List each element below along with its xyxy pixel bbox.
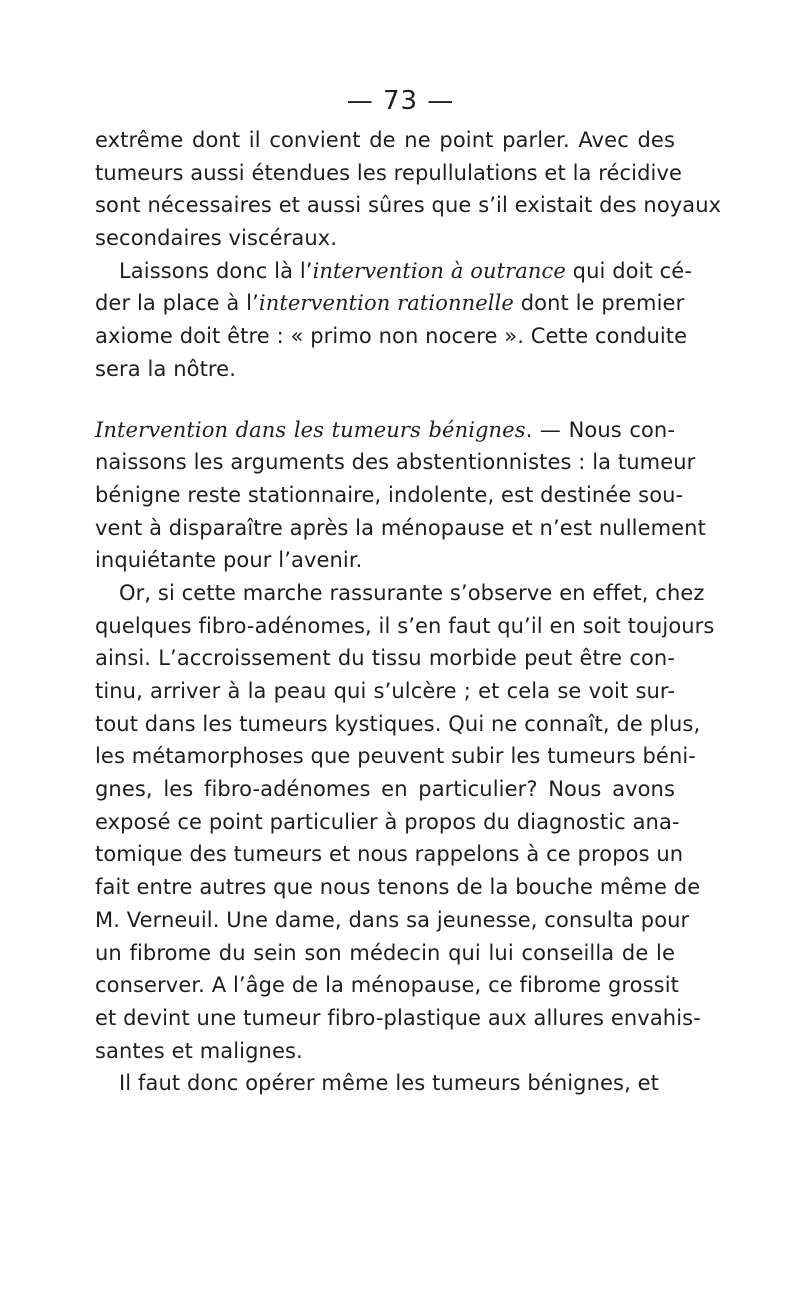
body-text [95, 124, 722, 1100]
text-line: Or, si cette marche rassurante s’observe en effet, chez [119, 580, 705, 605]
section-heading-line: Intervention dans les tumeurs bénignes. — Nous con- [95, 417, 676, 442]
paragraph [95, 577, 715, 1067]
text-line: et devint une tumeur fibro-plastique aux allures envahis- [95, 1005, 701, 1030]
text-line: un fibrome du sein son médecin qui lui conseilla de le [95, 940, 675, 965]
text-line: santes et malignes. [95, 1038, 303, 1063]
text-line: exposé ce point particulier à propos du diagnostic ana- [95, 809, 680, 834]
text-line: bénigne reste stationnaire, indolente, est destinée sou- [95, 482, 684, 507]
text-line: quelques fibro-adénomes, il s’en faut qu’il en soit toujours [95, 613, 715, 638]
text-line: M. Verneuil. Une dame, dans sa jeunesse, consulta pour [95, 907, 690, 932]
text-line: vent à disparaître après la ménopause et n’est nullement [95, 515, 706, 540]
text-line: Il faut donc opérer même les tumeurs bénignes, et [119, 1071, 659, 1096]
text-line: der la place à l’intervention rationnelle dont le premier [95, 291, 685, 316]
paragraph [95, 414, 706, 577]
text-line: ainsi. L’accroissement du tissu morbide peut être con- [95, 646, 675, 671]
text-line: sera la nôtre. [95, 356, 236, 381]
text-line: fait entre autres que nous tenons de la bouche même de [95, 875, 701, 900]
text-line: tinu, arriver à la peau qui s’ulcère ; et cela se voit sur- [95, 679, 675, 703]
text-line: tumeurs aussi étendues les repullulations et la récidive [95, 160, 683, 185]
text-line: conserver. A l’âge de la ménopause, ce fibrome grossit [95, 973, 679, 998]
text-line: tout dans les tumeurs kystiques. Qui ne connaît, de plus, [95, 711, 701, 736]
text-line: extrême dont il convient de ne point parler. Avec des [95, 128, 675, 152]
page-number: — 73 — [346, 86, 455, 116]
paragraph [95, 124, 722, 255]
section-heading: Intervention dans les tumeurs bénignes [95, 417, 526, 442]
text-line: axiome doit être : « primo non nocere ». Cette conduite [95, 324, 688, 349]
paragraph [95, 1067, 675, 1100]
text-line: les métamorphoses que peuvent subir les tumeurs béni- [95, 744, 696, 769]
text-line: naissons les arguments des abstentionnistes : la tumeur [95, 450, 696, 475]
text-line: gnes, les fibro-adénomes en particulier? Nous avons [95, 777, 675, 802]
text-line: secondaires viscéraux. [95, 226, 338, 251]
text-line: tomique des tumeurs et nous rappelons à ce propos un [95, 842, 684, 867]
text-line: Laissons donc là l’intervention à outrance qui doit cé- [119, 258, 692, 283]
text-line: inquiétante pour l’avenir. [95, 548, 363, 573]
paragraph [95, 255, 692, 386]
text-line: sont nécessaires et aussi sûres que s’il existait des noyaux [95, 193, 722, 218]
